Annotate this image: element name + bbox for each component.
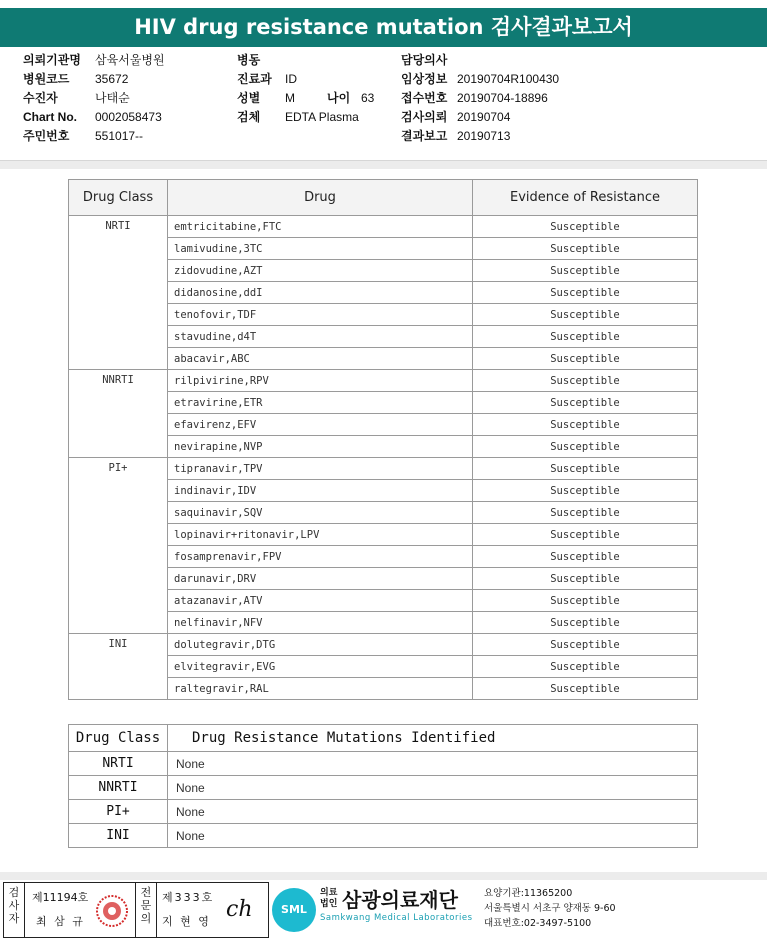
table-row — [69, 800, 698, 824]
table-row — [69, 776, 698, 800]
resistance-cell: Susceptible — [473, 480, 698, 502]
info-row — [401, 89, 548, 108]
specialist-label-cell — [135, 883, 157, 937]
header-drug: Drug — [168, 180, 473, 216]
info-value: 20190704-18896 — [457, 91, 548, 105]
resistance-cell: Susceptible — [473, 656, 698, 678]
info-row — [23, 70, 128, 89]
specialist-number: 제333호 — [162, 891, 215, 904]
resistance-cell: Susceptible — [473, 348, 698, 370]
foundation-name: 삼광의료재단 — [342, 888, 458, 912]
inspector-label: 검 사 자 — [8, 886, 20, 925]
resistance-cell: Susceptible — [473, 326, 698, 348]
inspector-name: 최 삼 규 — [36, 915, 85, 928]
resistance-table-header — [69, 180, 698, 216]
resistance-cell: Susceptible — [473, 502, 698, 524]
info-row — [401, 127, 510, 146]
mutation-cell: None — [168, 752, 698, 776]
resistance-cell: Susceptible — [473, 260, 698, 282]
info-value: 0002058473 — [95, 110, 162, 124]
drug-cell: emtricitabine,FTC — [168, 216, 473, 238]
info-row — [23, 89, 130, 108]
drug-cell: efavirenz,EFV — [168, 414, 473, 436]
inspector-label-cell — [4, 883, 25, 937]
foundation-logo-area — [272, 882, 764, 938]
drug-cell: zidovudine,AZT — [168, 260, 473, 282]
table-row — [69, 370, 698, 392]
drug-cell: nevirapine,NVP — [168, 436, 473, 458]
drug-cell: darunavir,DRV — [168, 568, 473, 590]
info-row — [401, 51, 457, 70]
signature-box — [3, 882, 269, 938]
handwritten-signature: ch — [226, 897, 253, 922]
drug-cell: tenofovir,TDF — [168, 304, 473, 326]
info-row — [23, 127, 143, 146]
info-value: 551017-- — [95, 129, 144, 143]
info-value: 삼육서울병원 — [95, 53, 165, 67]
info-value: 35672 — [95, 72, 129, 86]
drug-class-cell: INI — [69, 634, 168, 700]
drug-cell: dolutegravir,DTG — [168, 634, 473, 656]
divider-band — [0, 160, 767, 169]
info-label: 검사의뢰 — [401, 110, 448, 124]
resistance-cell: Susceptible — [473, 524, 698, 546]
drug-cell: indinavir,IDV — [168, 480, 473, 502]
resistance-cell: Susceptible — [473, 546, 698, 568]
info-row — [237, 70, 297, 89]
foundation-contact — [484, 886, 616, 931]
foundation-address: 서울특별시 서초구 양재동 9-60 — [484, 903, 616, 914]
foundation-prefix — [320, 888, 337, 910]
info-label: Chart No. — [23, 110, 77, 124]
info-label: 결과보고 — [401, 129, 448, 143]
info-row — [23, 51, 165, 70]
resistance-table — [68, 179, 698, 700]
table-row — [69, 634, 698, 656]
mutation-table — [68, 724, 698, 848]
info-value: 나태순 — [95, 91, 130, 105]
drug-cell: stavudine,d4T — [168, 326, 473, 348]
resistance-cell: Susceptible — [473, 216, 698, 238]
foundation-prefix-top: 의료 — [320, 888, 338, 898]
drug-class-cell: NNRTI — [69, 776, 168, 800]
drug-cell: tipranavir,TPV — [168, 458, 473, 480]
sml-logo-icon: SML — [272, 888, 316, 932]
info-value: 20190713 — [457, 129, 511, 143]
drug-cell: atazanavir,ATV — [168, 590, 473, 612]
resistance-cell: Susceptible — [473, 612, 698, 634]
age-row — [327, 89, 374, 108]
table-row — [69, 752, 698, 776]
resistance-cell: Susceptible — [473, 414, 698, 436]
drug-cell: rilpivirine,RPV — [168, 370, 473, 392]
info-label: 주민번호 — [23, 129, 70, 143]
header-drug-class: Drug Class — [69, 180, 168, 216]
patient-info — [0, 51, 767, 161]
drug-class-cell: PI+ — [69, 458, 168, 634]
drug-cell: raltegravir,RAL — [168, 678, 473, 700]
drug-cell: saquinavir,SQV — [168, 502, 473, 524]
info-label: 담당의사 — [401, 53, 448, 67]
header-mutations: Drug Resistance Mutations Identified — [168, 725, 698, 752]
resistance-cell: Susceptible — [473, 458, 698, 480]
info-row — [237, 89, 295, 108]
report-title: HIV drug resistance mutation 검사결과보고서 — [0, 8, 767, 47]
specialist-label: 전 문 의 — [140, 886, 152, 925]
drug-class-cell: NRTI — [69, 752, 168, 776]
info-value: M — [285, 91, 295, 105]
drug-class-cell: NNRTI — [69, 370, 168, 458]
info-label: 진료과 — [237, 72, 272, 86]
table-row — [69, 824, 698, 848]
resistance-cell: Susceptible — [473, 436, 698, 458]
specialist-name: 지 현 영 — [162, 915, 211, 928]
info-label: 병동 — [237, 53, 261, 67]
info-value: ID — [285, 72, 297, 86]
info-row — [237, 51, 285, 70]
mutation-table-header — [69, 725, 698, 752]
info-row — [237, 108, 359, 127]
foundation-prefix-bottom: 법인 — [320, 899, 338, 909]
info-label: 접수번호 — [401, 91, 448, 105]
header-drug-class: Drug Class — [69, 725, 168, 752]
info-label: 검체 — [237, 110, 261, 124]
resistance-cell: Susceptible — [473, 370, 698, 392]
info-value: 20190704 — [457, 110, 511, 124]
info-label: 임상정보 — [401, 72, 448, 86]
resistance-cell: Susceptible — [473, 678, 698, 700]
table-row — [69, 458, 698, 480]
mutation-cell: None — [168, 776, 698, 800]
drug-class-cell: PI+ — [69, 800, 168, 824]
info-row — [23, 108, 162, 127]
footer-band — [0, 872, 767, 880]
drug-cell: didanosine,ddI — [168, 282, 473, 304]
table-row — [69, 216, 698, 238]
drug-cell: nelfinavir,NFV — [168, 612, 473, 634]
resistance-cell: Susceptible — [473, 238, 698, 260]
resistance-cell: Susceptible — [473, 282, 698, 304]
drug-cell: lopinavir+ritonavir,LPV — [168, 524, 473, 546]
info-value: EDTA Plasma — [285, 110, 359, 124]
info-row — [401, 70, 559, 89]
drug-cell: etravirine,ETR — [168, 392, 473, 414]
drug-cell: elvitegravir,EVG — [168, 656, 473, 678]
drug-cell: fosamprenavir,FPV — [168, 546, 473, 568]
info-label: 성별 — [237, 91, 261, 105]
seal-icon — [94, 893, 130, 929]
age-value: 63 — [361, 91, 375, 105]
mutation-cell: None — [168, 800, 698, 824]
info-label: 의뢰기관명 — [23, 53, 81, 67]
header-evidence: Evidence of Resistance — [473, 180, 698, 216]
resistance-cell: Susceptible — [473, 392, 698, 414]
foundation-name-en: Samkwang Medical Laboratories — [320, 913, 473, 923]
drug-cell: lamivudine,3TC — [168, 238, 473, 260]
resistance-cell: Susceptible — [473, 568, 698, 590]
info-label: 병원코드 — [23, 72, 70, 86]
resistance-cell: Susceptible — [473, 634, 698, 656]
resistance-cell: Susceptible — [473, 304, 698, 326]
inspector-number: 제11194호 — [32, 891, 89, 904]
mutation-cell: None — [168, 824, 698, 848]
info-label: 수진자 — [23, 91, 58, 105]
drug-class-cell: NRTI — [69, 216, 168, 370]
age-label: 나이 — [327, 91, 351, 105]
info-value: 20190704R100430 — [457, 72, 560, 86]
drug-cell: abacavir,ABC — [168, 348, 473, 370]
resistance-cell: Susceptible — [473, 590, 698, 612]
foundation-phone: 대표번호:02-3497-5100 — [484, 918, 592, 929]
foundation-code: 요양기관:11365200 — [484, 888, 573, 899]
drug-class-cell: INI — [69, 824, 168, 848]
info-row — [401, 108, 510, 127]
